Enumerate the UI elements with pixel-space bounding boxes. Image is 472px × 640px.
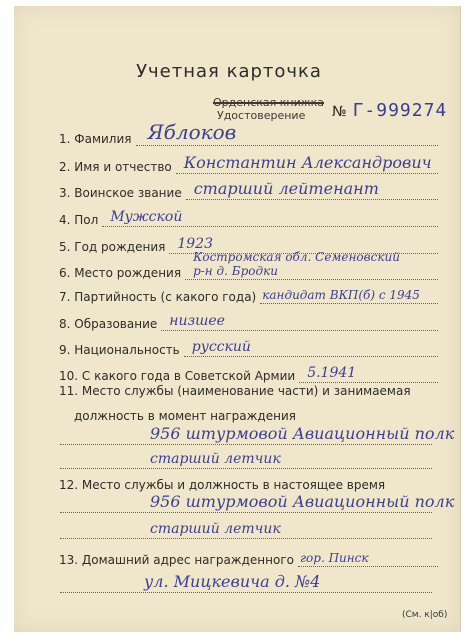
- field-value-line1: Костромская обл. Семеновский: [193, 250, 400, 264]
- field-home-address-line2: [60, 572, 432, 593]
- field-value: старший летчик: [150, 451, 281, 467]
- field-service-value-line1: [60, 424, 455, 445]
- document-number: [332, 100, 447, 121]
- field-home-address: [59, 547, 438, 567]
- field-value: Яблоков: [147, 120, 237, 144]
- field-service-label-line1: 11. Место службы (наименование части) и занимаемая: [59, 384, 411, 398]
- field-label: 8. Образование: [59, 317, 158, 331]
- field-value: ул. Мицкевича д. №4: [144, 572, 321, 591]
- field-army-since: [59, 363, 438, 383]
- field-value: Константин Александрович: [183, 153, 432, 172]
- field-label: 6. Место рождения: [59, 266, 182, 280]
- field-label: 3. Воинское звание: [59, 186, 182, 200]
- field-service-value-line2: [60, 448, 432, 469]
- field-label: 4. Пол: [59, 213, 99, 227]
- field-birthplace: [59, 252, 438, 280]
- field-value: 5.1941: [307, 365, 357, 381]
- field-value: старший лейтенант: [193, 179, 379, 198]
- number-label: №: [332, 104, 347, 120]
- field-current-service-value-line1: [60, 492, 455, 513]
- field-label: 10. С какого года в Советской Армии: [59, 369, 296, 383]
- field-value: старший летчик: [150, 521, 281, 537]
- field-label: 7. Партийность (с какого года): [59, 290, 257, 304]
- field-value-line2: р-н д. Бродки: [193, 264, 278, 278]
- field-label: 13. Домашний адрес награжденного: [59, 553, 294, 567]
- document-type-block: [213, 96, 325, 122]
- field-education: [59, 311, 438, 331]
- field-value: русский: [191, 339, 251, 355]
- book-type-struck: Орденская книжка: [213, 96, 325, 109]
- registration-card: [14, 6, 461, 632]
- field-party: [59, 284, 438, 304]
- field-label: 2. Имя и отчество: [59, 160, 172, 174]
- field-value: 1923: [177, 236, 213, 252]
- field-label: 1. Фамилия: [59, 132, 132, 146]
- field-value: Мужской: [110, 209, 183, 225]
- field-surname: [59, 120, 438, 146]
- field-label: 9. Национальность: [59, 343, 180, 357]
- field-rank: [59, 180, 438, 200]
- field-name-patronymic: [59, 154, 438, 174]
- field-value: 956 штурмовой Авиационный полк: [150, 424, 455, 443]
- field-current-service-value-line2: [60, 518, 432, 539]
- field-label: 5. Год рождения: [59, 240, 166, 254]
- field-service-label-line2: должность в момент награждения: [74, 409, 296, 423]
- book-type-certificate: Удостоверение: [217, 109, 306, 122]
- field-value: низшее: [169, 313, 225, 329]
- field-current-service-label: 12. Место службы и должность в настоящее время: [59, 478, 386, 492]
- field-value: кандидат ВКП(б) с 1945: [262, 288, 420, 302]
- field-value: 956 штурмовой Авиационный полк: [150, 492, 455, 511]
- field-value-line1: гор. Пинск: [299, 551, 369, 565]
- field-sex: [59, 207, 438, 227]
- number-value: Г-999274: [352, 100, 448, 121]
- field-nationality: [59, 337, 438, 357]
- card-title: Учетная карточка: [136, 61, 322, 82]
- turn-over-note: (См. к|об): [402, 610, 448, 620]
